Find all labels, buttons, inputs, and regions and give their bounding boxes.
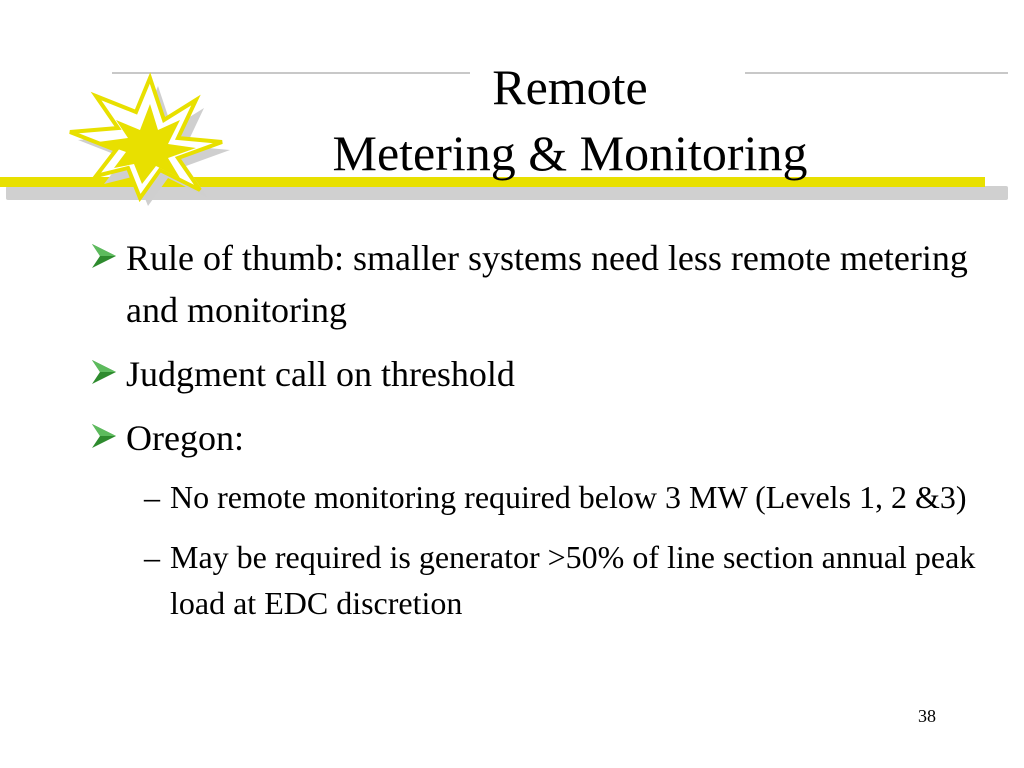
dash-marker: – bbox=[144, 539, 160, 575]
arrowhead-bullet-icon bbox=[88, 240, 120, 272]
sub-bullet-text: May be required is generator >50% of line section annual peak load at EDC discretion bbox=[170, 539, 976, 621]
sub-bullet-item bbox=[88, 474, 988, 520]
slide-title bbox=[140, 54, 1000, 186]
sub-bullet-list bbox=[88, 474, 988, 626]
title-line-1: Remote bbox=[492, 59, 648, 115]
sub-bullet-item bbox=[88, 534, 988, 626]
slide-content bbox=[88, 232, 988, 640]
title-line-2: Metering & Monitoring bbox=[332, 125, 808, 181]
bullet-item bbox=[88, 232, 988, 336]
bullet-text: Oregon: bbox=[126, 418, 244, 458]
bullet-text: Rule of thumb: smaller systems need less remote metering and monitoring bbox=[126, 238, 968, 330]
dash-marker: – bbox=[144, 479, 160, 515]
bullet-text: Judgment call on threshold bbox=[126, 354, 515, 394]
sub-bullet-text: No remote monitoring required below 3 MW (Levels 1, 2 &3) bbox=[170, 479, 967, 515]
bullet-item bbox=[88, 412, 988, 464]
arrowhead-bullet-icon bbox=[88, 356, 120, 388]
page-number: 38 bbox=[918, 706, 936, 726]
bullet-item bbox=[88, 348, 988, 400]
arrowhead-bullet-icon bbox=[88, 420, 120, 452]
